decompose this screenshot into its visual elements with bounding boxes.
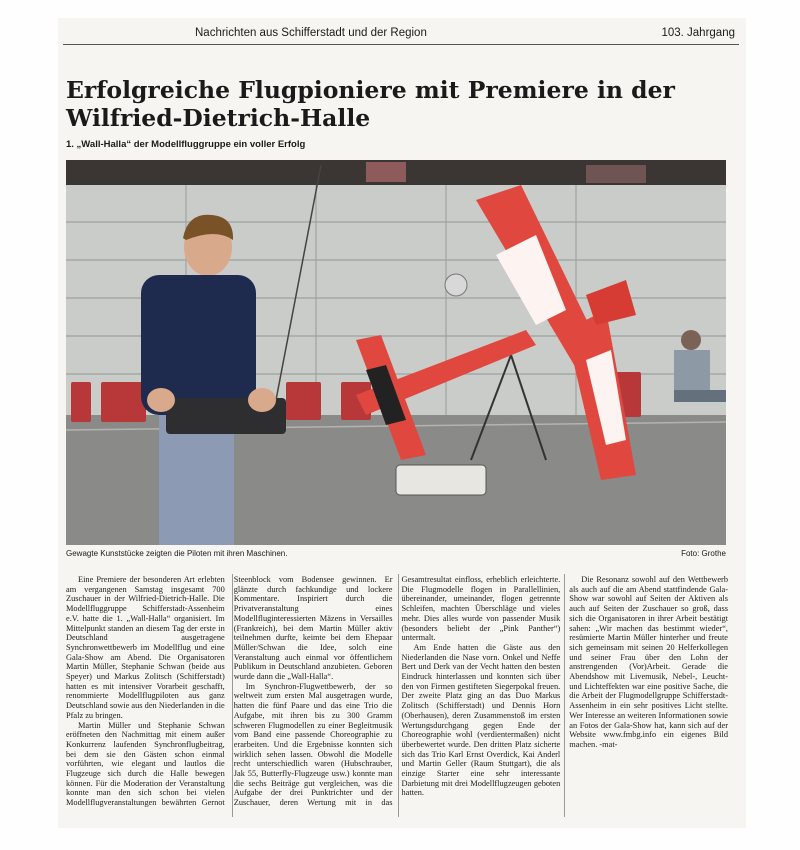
spectator [366,162,406,182]
article-body [66,575,728,815]
paragraph-5-text: Die Resonanz sowohl auf den Wettbewerb als auch auf die am Abend stattfindende Gala-Show war sowohl auf Seiten der Aktiven als auch auf Seiten der Zuschauer so groß, dass sich die Organisatoren in ihrer Arbeit bestätigt sahen: „Wir machen das bestimmt wieder“, resümierte Martin Müller hinterher und freute sich gemeinsam mit seinen 20 Helferkollegen und seiner Frau über den Lohn der anstrengenden (Vor)Arbeit. Gerade die Abendshow mit Livemusik, Nebel-, Leucht- und Lichteffekten war eine positive Sache, die die Arbeit der Flugmodellgruppe Schifferstadt-Assenheim in ein sehr positives Licht stellte. Wer Interesse an weiteren Informationen sowie an Fotos der Gala-Show hat, kann sich auf der Website www.fmbg.info ein eigenes Bild machen. [569,575,728,749]
photo-credit: Foto: Grothe [681,549,726,558]
header-volume: 103. Jahrgang [661,27,735,39]
photo-caption: Gewagte Kunststücke zeigten die Piloten mit ihren Maschinen. [66,549,288,558]
disco-ball [445,274,467,296]
paragraph-4: Am Ende hatten die Gäste aus den Niederlanden die Nase vorn. Onkel und Neffe Bert und Derk van der Vecht hatten den besten Eindruck hinterlassen und konnten sich über den von Firmen gestifteten Siegerpokal freuen. Der zweite Platz ging an das Duo Markus Zolitsch (Schifferstadt) und Dennis Horn (Oberhausen), deren Zusammenstoß im ersten Wertungsdurchgang gegen Ende der Choreographie wohl (verdientermaßen) nicht überbewertet wurde. Den dritten Platz sicherte sich das Trio Karl Ernst Overdick, Kai Anderl und Martin Geller (Raum Stuttgart), die als einzige Starter eine sehr interessante Darbietung mit drei Modellflugzeugen geboten hatten. [401,642,561,798]
page-header [63,22,739,45]
header-section: Nachrichten aus Schifferstadt und der Region [195,27,427,39]
paragraph-5 [569,575,728,750]
paragraph-1: Eine Premiere der besonderen Art erlebten am vergangenen Samstag insgesamt 700 Zuschauer in der Wilfried-Dietrich-Halle. Die Modellfluggruppe Schifferstadt-Assenheim e.V. hatte die 1. „Wall-Halla“ organisiert. Im Mittelpunkt standen an diesem Tag der erste in Deutschland ausgetragene Synchronwettbewerb im Modellflug und eine Gala-Show am Abend. Die Organisatoren Martin Müller, Stephanie Schwan (beide aus Speyer) und Markus Zolitsch (Schifferstadt) hatten es mit intensiver Vorarbeit geschafft, renommierte Modellflugpiloten aus ganz Deutschland sowie aus den Niederlanden in die Pfalz zu bringen. [66,575,225,720]
photo-illustration [66,160,726,545]
end-mark: -mat- [599,739,618,749]
photo-caption-row [66,549,726,558]
paragraph-3: Im Synchron-Flugwettbewerb, der so weltweit zum ersten Mal ausgetragen wurde, hatten die fünf Paare und das eine Trio die Aufgabe, mit ihren bis zu 300 Gramm schweren Flugmodellen zu einer Begleitmusik vom Band eine passende Choreographie zu erarbeiten. Und die Ergebnisse konnten sich wirklich sehen lassen. Obwohl die Modelle recht unterschiedlich waren (Hubschrauber, Jak 55, Butterfly-Flugzeuge usw.) konnte man die sechs Beiträge gut vergleichen, was die Aufgabe der drei Punktrichter und der Zuschauer, deren Wertung mit in das Gesamtresultat einfloss, erheblich erleichterte. Die Flugmodelle flogen in Parallellinien, übereinander, umeinander, flogen getrennte Schleifen, machten Überschläge und vieles mehr. Dies alles wurde von passender Musik (besonders beliebt der „Pink Panther“) untermalt. [233,575,561,808]
article-subtitle: 1. „Wall-Halla“ der Modellfluggruppe ein voller Erfolg [66,139,306,150]
title-line-2: Wilfried-Dietrich-Halle [66,104,371,132]
spectator [586,165,646,183]
article-photo [66,160,726,545]
article-title [66,76,742,132]
title-line-1: Erfolgreiche Flugpioniere mit Premiere in der [66,76,675,104]
paragraph-2: Martin Müller und Stephanie Schwan eröffneten den Nachmittag mit einem außer Konkurrenz laufenden Synchronflugbeitrag, bei dem sie den Gästen schon einmal vorführten, wie elegant und lautlos die Flugzeuge sich durch die Halle bewegen können. Für die Moderation der Veranstaltung konnte man den sich schon bei vielen Modellflugveranstaltungen bewährten Gernot Steenblock vom Bodensee gewinnen. Er glänzte durch fachkundige und lockere Kommentare. Inspiriert durch die Privatveranstaltung eines Modellfluginteressierten Mäzens in Versailles (Frankreich), bei dem Martin Müller aktiv teilnehmen durfte, keimte bei dem Ehepaar Müller/Schwan die Idee, solch eine Veranstaltung auch einmal vor öffentlichem Publikum in Deutschland anzubieten. Geboren wurde dann die „Wall-Halla“. [66,575,393,808]
transmitter-case [396,465,486,495]
